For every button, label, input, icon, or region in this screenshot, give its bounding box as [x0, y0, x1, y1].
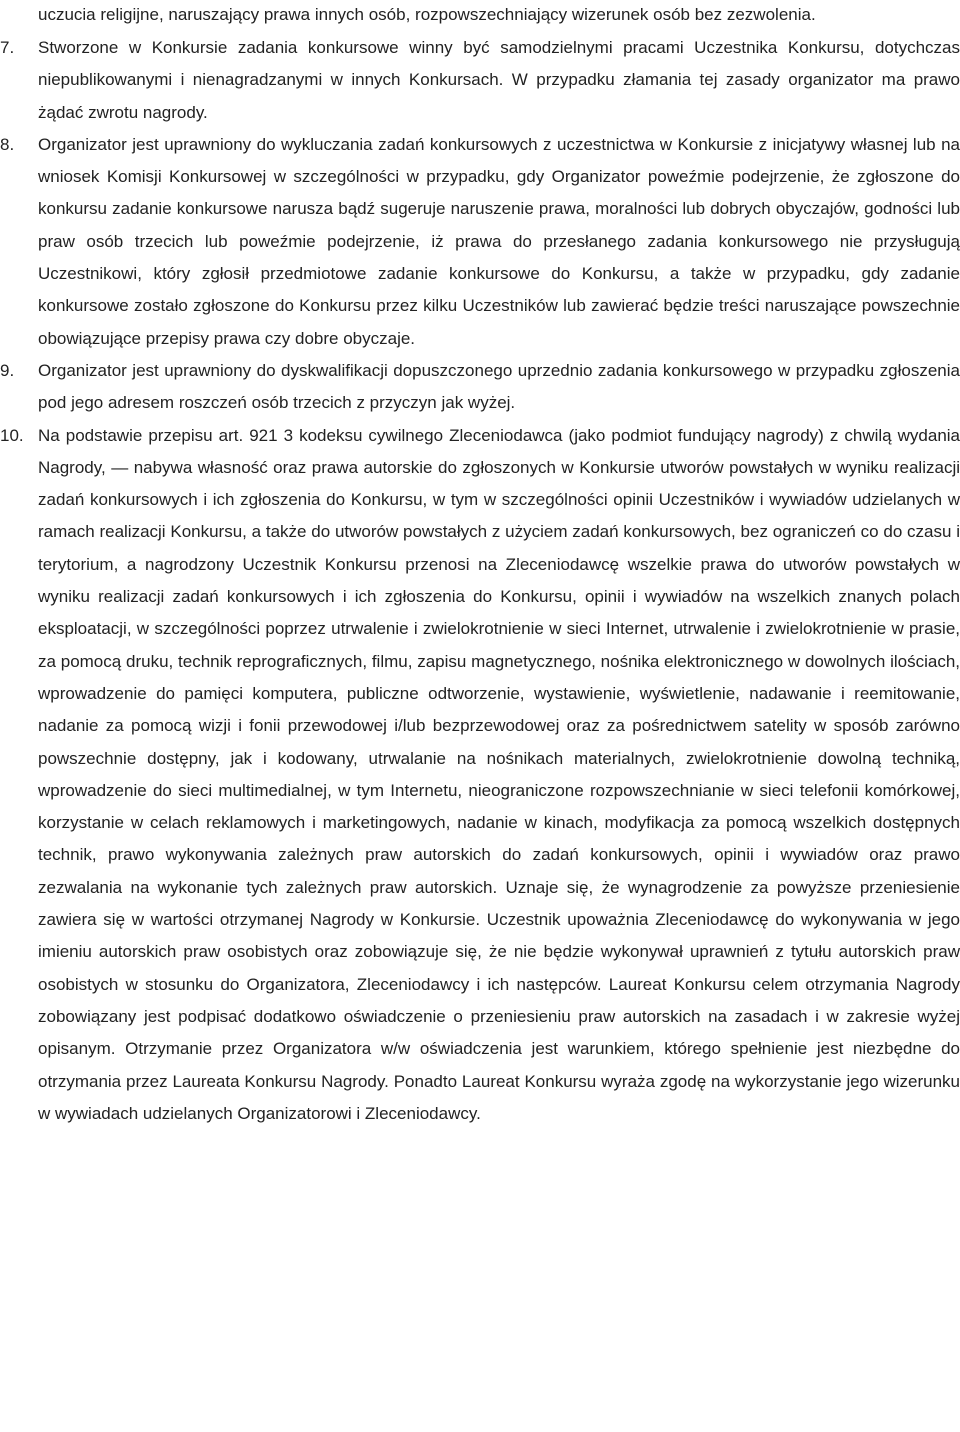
continuation-paragraph: uczucia religijne, naruszający prawa innych osób, rozpowszechniający wizerunek osób bez zezwolenia. — [38, 5, 816, 24]
list-item-8 — [0, 129, 960, 355]
item-text: Organizator jest uprawniony do dyskwalifikacji dopuszczonego uprzednio zadania konkursowego w przypadku zgłoszenia pod jego adresem roszczeń osób trzecich z przyczyn jak wyżej. — [38, 360, 960, 413]
item-text: Na podstawie przepisu art. 921 3 kodeksu cywilnego Zleceniodawca (jako podmiot fundujący nagrody) z chwilą wydania Nagrody, — nabywa własność oraz prawa autorskie do zgłoszonych w Konkursie utworów powstałych w wyniku realizacji zadań konkursowych i ich zgłoszenia do Konkursu, w tym w szczególności opinii Uczestników i wywiadów udzielanych w ramach realizacji Konkursu, a także do utworów powstałych z użyciem zadań konkursowych, bez ograniczeń co do czasu i terytorium, a nagrodzony Uczestnik Konkursu przenosi na Zleceniodawcę wszelkie prawa do utworów powstałych w wyniku realizacji zadań konkursowych i ich zgłoszenia do Konkursu, opinii i wywiadów na wszelkich znanych polach eksploatacji, w szczególności poprzez utrwalenie i zwielokrotnienie w sieci Internet, utrwalenie i zwielokrotnienie w prasie, za pomocą druku, technik reprograficznych, filmu, zapisu magnetycznego, nośnika elektronicznego w dowolnych ilościach, wprowadzenie do pamięci komputera, publiczne odtworzenie, wystawienie, wyświetlenie, nadawanie i reemitowanie, nadanie za pomocą wizji i fonii przewodowej i/lub bezprzewodowej oraz za pośrednictwem satelity w sposób zarówno powszechnie dostępny, jak i kodowany, utrwalanie na nośnikach materialnych, zwielokrotnienie dowolną techniką, wprowadzenie do sieci multimedialnej, w tym Internetu, nieograniczone rozpowszechnianie w sieci telefonii komórkowej, korzystanie w celach reklamowych i marketingowych, nadanie w kinach, modyfikacja za pomocą wszelkich dostępnych technik, prawo wykonywania zależnych praw autorskich do zadań konkursowych, opinii i wywiadów oraz prawo zezwalania na wykonanie tych zależnych praw autorskich. Uznaje się, że wynagrodzenie za powyższe przeniesienie zawiera się w wartości otrzymanej Nagrody w Konkursie. Uczestnik upoważnia Zleceniodawcę do wykonywania w jego imieniu autorskich praw osobistych oraz zobowiązuje się, że nie będzie wykonywał uprawnień z tytułu autorskich praw osobistych w stosunku do Organizatora, Zleceniodawcy i ich następców. Laureat Konkursu celem otrzymania Nagrody zobowiązany jest podpisać dodatkowo oświadczenie o przeniesieniu praw autorskich na zasadach i w zakresie wyżej opisanym. Otrzymanie przez Organizatora w/w oświadczenia jest warunkiem, którego spełnienie jest niezbędne do otrzymania przez Laureata Konkursu Nagrody. Ponadto Laureat Konkursu wyraża zgodę na wykorzystanie jego wizerunku w wywiadach udzielanych Organizatorowi i Zleceniodawcy. — [38, 425, 960, 1123]
list-item-7 — [0, 32, 960, 129]
item-text: Organizator jest uprawniony do wykluczania zadań konkursowych z uczestnictwa w Konkursie z inicjatywy własnej lub na wniosek Komisji Konkursowej w szczególności w przypadku, gdy Organizator poweźmie podejrzenie, że zgłoszone do konkursu zadanie konkursowe narusza bądź sugeruje naruszenie prawa, moralności lub dobrych obyczajów, godności lub praw osób trzecich lub poweźmie podejrzenie, iż prawa do przesłanego zadania konkursowego nie przysługują Uczestnikowi, który zgłosił przedmiotowe zadanie konkursowe do Konkursu, a także w przypadku, gdy zadanie konkursowe zostało zgłoszone do Konkursu przez kilku Uczestników lub zawierać będzie treści naruszające powszechnie obowiązujące przepisy prawa czy dobre obyczaje. — [38, 134, 960, 348]
item-number: 7. — [0, 38, 15, 57]
item-text: Stworzone w Konkursie zadania konkursowe winny być samodzielnymi pracami Uczestnika Konkursu, dotychczas niepublikowanymi i nienagradzanymi w innych Konkursach. W przypadku złamania tej zasady organizator ma prawo żądać zwrotu nagrody. — [38, 38, 960, 122]
item-number: 10. — [0, 425, 24, 445]
list-item-9 — [0, 355, 960, 420]
item-number: 9. — [0, 360, 15, 380]
item-number: 8. — [0, 134, 15, 154]
list-item-10 — [0, 420, 960, 1131]
